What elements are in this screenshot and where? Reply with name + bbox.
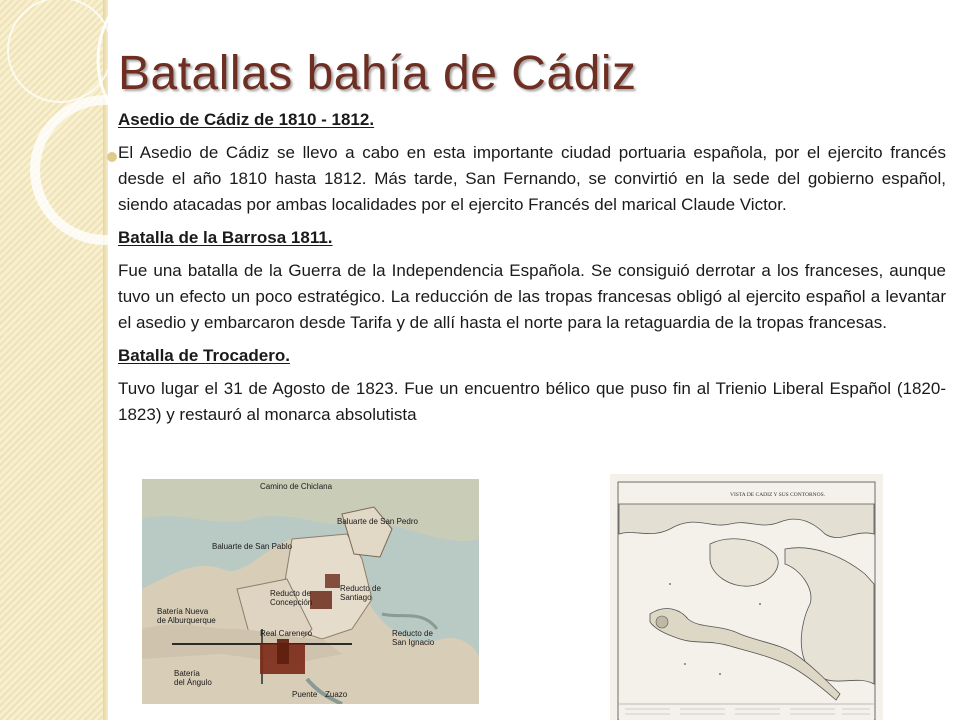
map-label-concepcion-2: Concepción (270, 598, 313, 607)
map-label-santiago-2: Santiago (340, 593, 372, 602)
map-label-alburquerque-2: de Alburquerque (157, 616, 216, 625)
trocadero-map-image (142, 479, 479, 704)
map-label-san-pedro: Baluarte de San Pedro (337, 517, 418, 526)
map-label-san-pablo: Baluarte de San Pablo (212, 542, 293, 551)
map-label-camino: Camino de Chiclana (260, 482, 333, 491)
map-label-angulo-2: del Ángulo (174, 678, 212, 687)
map-label-angulo-1: Batería (174, 669, 200, 678)
cadiz-bay-map-image (610, 474, 883, 720)
map-label-santiago-1: Reducto de (340, 584, 381, 593)
map-header: VISTA DE CADIZ Y SUS CONTORNOS. (730, 492, 826, 498)
section-heading-asedio: Asedio de Cádiz de 1810 - 1812. (118, 110, 375, 129)
section-body-barrosa: Fue una batalla de la Guerra de la Independencia Española. Se consiguió derrotar a los franceses, aunque tuvo un efecto un poco estratégico. La reducción de las tropas francesas obligó al ejercito español a levantar el asedio y embarcaron desde Tarifa y de allí hasta el norte para la retaguardia de la tropas francesas. (118, 261, 946, 332)
map-label-puente: Puente (292, 690, 318, 699)
section-body-asedio: El Asedio de Cádiz se llevo a cabo en esta importante ciudad portuaria española, por el ejercito francés desde el año 1810 hasta 1812. Más tarde, San Fernando, se convirtió en la sede del gobierno español, siendo atacadas por ambas localidades por el ejercito Francés del marical Claude Victor. (118, 143, 946, 214)
section-body-trocadero: Tuvo lugar el 31 de Agosto de 1823. Fue un encuentro bélico que puso fin al Trienio Liberal Español (1820-1823) y restauró al monarca absolutista (118, 379, 946, 424)
map-label-zuazo: Zuazo (325, 690, 348, 699)
map-label-alburquerque-1: Batería Nueva (157, 607, 209, 616)
map-label-san-ignacio-2: San Ignacio (392, 638, 435, 647)
map-label-concepcion-1: Reducto de (270, 589, 311, 598)
section-heading-barrosa: Batalla de la Barrosa 1811. (118, 228, 333, 247)
map-label-san-ignacio-1: Reducto de (392, 629, 433, 638)
slide-content (118, 108, 946, 436)
slide-title: Batallas bahía de Cádiz (118, 47, 637, 100)
map-label-carenero: Real Carenero (260, 629, 313, 638)
section-heading-trocadero: Batalla de Trocadero. (118, 346, 290, 365)
